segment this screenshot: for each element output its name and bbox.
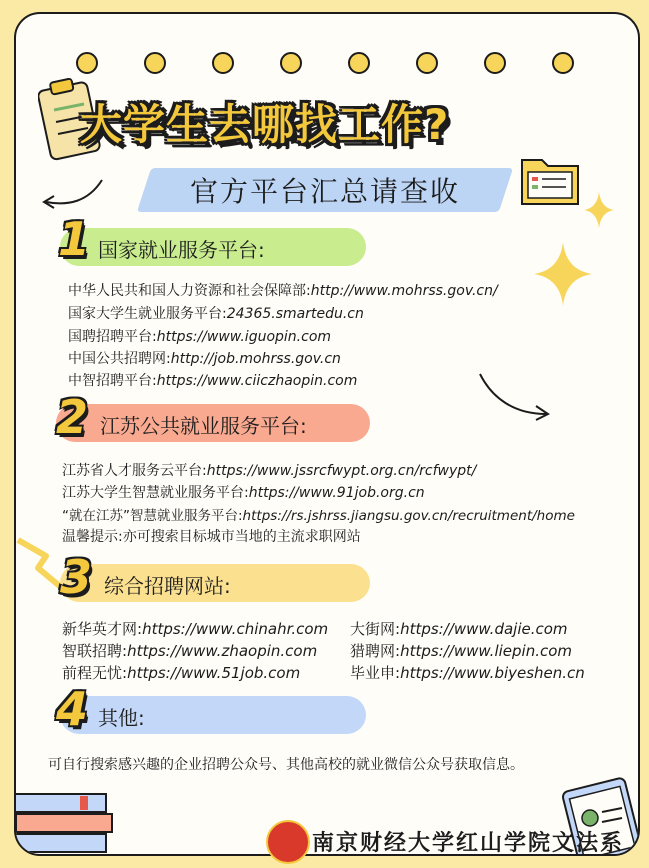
item-label: 江苏省人才服务云平台: (62, 463, 207, 479)
item-label: 温馨提示:亦可搜索目标城市当地的主流求职网站 (62, 529, 361, 545)
folder-icon (518, 150, 582, 208)
item-label: 毕业申: (350, 664, 401, 682)
list-item (62, 640, 317, 661)
section-2-title: 江苏公共就业服务平台: (100, 414, 307, 438)
page-title: 大学生去哪找工作? (80, 100, 450, 149)
section-4-number: 4 (56, 682, 89, 736)
item-url[interactable]: 24365.smartedu.cn (226, 306, 364, 322)
section-3-number: 3 (60, 550, 93, 604)
item-label: “就在江苏”智慧就业服务平台: (62, 508, 243, 524)
footer-school-name: 南京财经大学红山学院文法系 (312, 830, 625, 856)
item-label: 前程无忧: (62, 664, 128, 682)
list-item (62, 504, 575, 524)
list-item (62, 460, 476, 480)
binder-ring-icon (348, 52, 370, 74)
list-item (62, 618, 328, 639)
section-1-number: 1 (58, 212, 91, 266)
item-url[interactable]: https://www.chinahr.com (142, 620, 329, 638)
list-item (350, 618, 568, 639)
binder-ring-icon (416, 52, 438, 74)
binder-ring-icon (212, 52, 234, 74)
list-item (62, 482, 425, 502)
binder-ring-icon (76, 52, 98, 74)
section-2-number: 2 (56, 390, 89, 444)
sparkle-icon (534, 242, 592, 306)
item-label: 智联招聘: (62, 642, 128, 660)
curved-arrow-icon (38, 174, 108, 214)
item-url[interactable]: https://www.dajie.com (400, 620, 568, 638)
item-label: 江苏大学生智慧就业服务平台: (62, 485, 249, 501)
list-item (68, 326, 331, 346)
item-url[interactable]: https://www.biyeshen.cn (400, 664, 585, 682)
page-subtitle: 官方平台汇总请查收 (189, 175, 460, 208)
binder-ring-icon (144, 52, 166, 74)
sparkle-icon (584, 192, 614, 228)
item-label: 中国公共招聘网: (68, 351, 171, 367)
item-url[interactable]: https://www.liepin.com (400, 642, 573, 660)
list-item (68, 370, 357, 390)
item-url[interactable]: https://www.51job.com (127, 664, 301, 682)
section-4-title: 其他: (98, 706, 145, 730)
note-text: 可自行搜索感兴趣的企业招聘公众号、其他高校的就业微信公众号获取信息。 (48, 757, 524, 773)
item-url[interactable]: https://www.ciiczhaopin.com (156, 373, 358, 389)
list-item (350, 640, 572, 661)
section-3-title: 综合招聘网站: (104, 574, 231, 598)
list-item (62, 662, 300, 683)
list-item (350, 662, 585, 683)
curved-arrow-icon (474, 368, 554, 424)
list-item (68, 280, 498, 300)
item-label: 中华人民共和国人力资源和社会保障部: (68, 283, 311, 299)
list-item (68, 303, 364, 323)
item-url[interactable]: https://www.iguopin.com (156, 329, 332, 345)
section-1-title: 国家就业服务平台: (98, 238, 265, 262)
item-label: 大街网: (350, 620, 401, 638)
item-label: 新华英才网: (62, 620, 143, 638)
item-url[interactable]: http://job.mohrss.gov.cn (170, 351, 341, 367)
books-icon (14, 790, 120, 856)
item-label: 国聘招聘平台: (68, 329, 157, 345)
item-url[interactable]: http://www.mohrss.gov.cn/ (310, 283, 498, 299)
item-url[interactable]: https://www.zhaopin.com (127, 642, 318, 660)
poster-card (14, 12, 640, 856)
list-item (68, 348, 341, 368)
item-label: 中智招聘平台: (68, 373, 157, 389)
school-logo-icon (266, 820, 310, 864)
tip-text (62, 526, 361, 546)
item-url[interactable]: https://www.91job.org.cn (248, 485, 425, 501)
item-label: 猎聘网: (350, 642, 401, 660)
binder-ring-icon (552, 52, 574, 74)
binder-ring-icon (484, 52, 506, 74)
item-label: 国家大学生就业服务平台: (68, 306, 227, 322)
item-url[interactable]: https://rs.jshrss.jiangsu.gov.cn/recruitment/home (242, 508, 575, 524)
binder-ring-icon (280, 52, 302, 74)
item-url[interactable]: https://www.jssrcfwypt.org.cn/rcfwypt/ (206, 463, 477, 479)
